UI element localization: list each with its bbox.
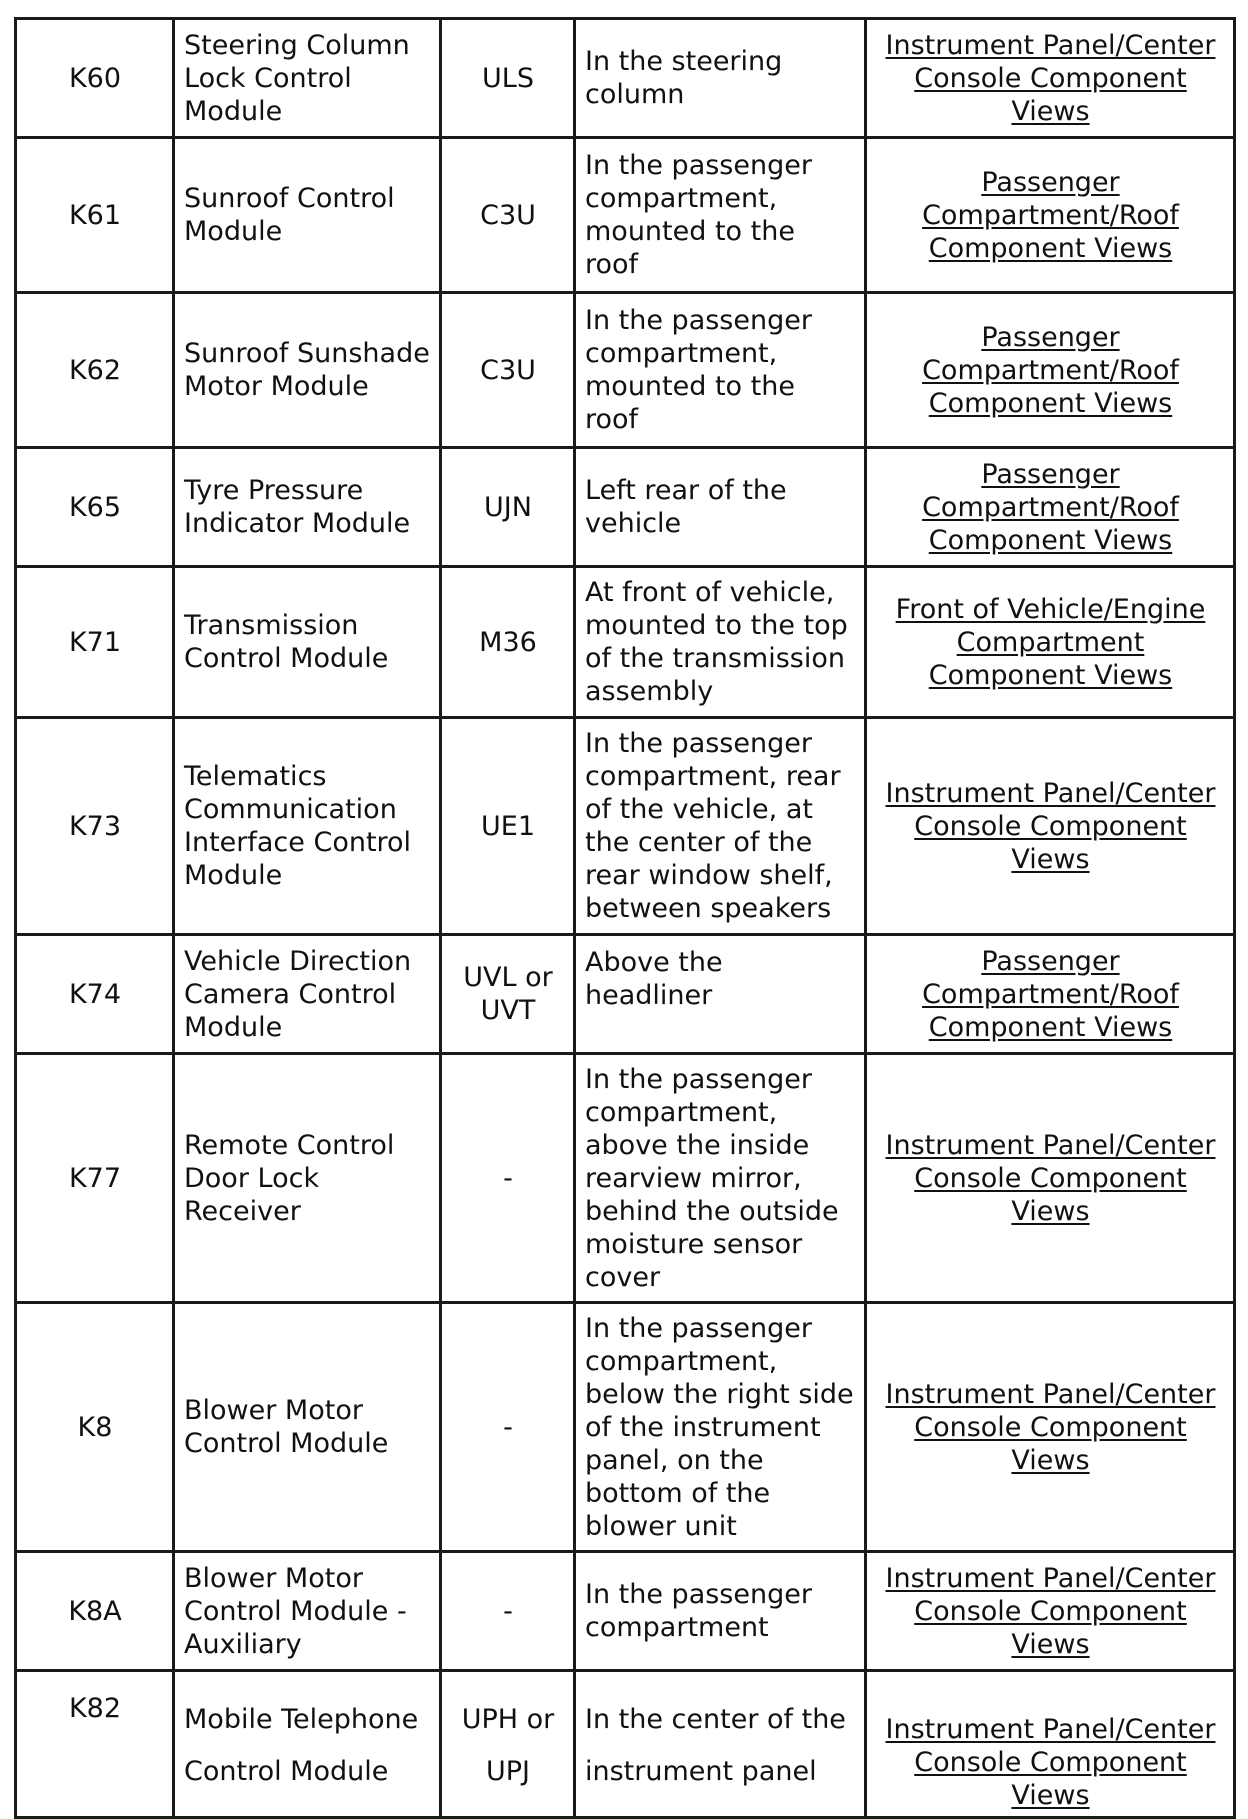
component-location: In the passenger compartment, below the right side of the instrument panel, on the bottom of the blower unit <box>575 1303 866 1552</box>
component-name: Telematics Communication Interface Control Module <box>174 718 441 935</box>
component-id: K8A <box>16 1552 174 1671</box>
component-view-link[interactable]: Passenger Compartment/Roof Component Views <box>922 945 1179 1043</box>
option-code: - <box>441 1054 575 1303</box>
option-code: UVL or UVT <box>441 935 575 1054</box>
component-view-link[interactable]: Instrument Panel/Center Console Component Views <box>885 29 1216 127</box>
component-id: K71 <box>16 567 174 718</box>
component-name: Blower Motor Control Module <box>174 1303 441 1552</box>
component-view-link[interactable]: Instrument Panel/Center Console Component Views <box>885 1562 1216 1660</box>
table-row <box>16 1671 1235 1818</box>
option-code: - <box>441 1552 575 1671</box>
component-name: Sunroof Control Module <box>174 138 441 293</box>
component-view-link[interactable]: Instrument Panel/Center Console Component Views <box>885 1714 1216 1811</box>
component-id: K74 <box>16 935 174 1054</box>
view-link-cell <box>866 293 1235 448</box>
component-view-link[interactable]: Instrument Panel/Center Console Component Views <box>885 1378 1216 1476</box>
option-code: UPH or UPJ <box>441 1671 575 1818</box>
component-id: K61 <box>16 138 174 293</box>
view-link-cell <box>866 448 1235 567</box>
component-id: K8 <box>16 1303 174 1552</box>
component-name: Transmission Control Module <box>174 567 441 718</box>
component-location: At front of vehicle, mounted to the top of the transmission assembly <box>575 567 866 718</box>
component-view-link[interactable]: Front of Vehicle/Engine Compartment Component Views <box>895 593 1206 691</box>
component-view-link[interactable]: Passenger Compartment/Roof Component Views <box>922 321 1179 419</box>
option-code: M36 <box>441 567 575 718</box>
component-view-link[interactable]: Passenger Compartment/Roof Component Views <box>922 166 1179 264</box>
component-location: In the steering column <box>575 19 866 138</box>
component-id: K62 <box>16 293 174 448</box>
component-name: Blower Motor Control Module - Auxiliary <box>174 1552 441 1671</box>
table-row <box>16 138 1235 293</box>
view-link-cell <box>866 935 1235 1054</box>
component-location: In the passenger compartment, mounted to the roof <box>575 138 866 293</box>
option-code: C3U <box>441 293 575 448</box>
component-id: K60 <box>16 19 174 138</box>
option-code: UJN <box>441 448 575 567</box>
component-location: In the center of the instrument panel <box>575 1671 866 1818</box>
table-row <box>16 1054 1235 1303</box>
view-link-cell <box>866 1552 1235 1671</box>
component-view-link[interactable]: Instrument Panel/Center Console Component Views <box>885 1129 1216 1227</box>
component-location: In the passenger compartment, mounted to the roof <box>575 293 866 448</box>
option-code: - <box>441 1303 575 1552</box>
component-view-link[interactable]: Passenger Compartment/Roof Component Views <box>922 458 1179 556</box>
table-row <box>16 1552 1235 1671</box>
view-link-cell <box>866 567 1235 718</box>
table-row <box>16 935 1235 1054</box>
table-row <box>16 567 1235 718</box>
view-link-cell <box>866 138 1235 293</box>
component-locator-table <box>14 17 1236 1819</box>
component-name: Sunroof Sunshade Motor Module <box>174 293 441 448</box>
option-code: C3U <box>441 138 575 293</box>
component-name: Tyre Pressure Indicator Module <box>174 448 441 567</box>
component-name: Remote Control Door Lock Receiver <box>174 1054 441 1303</box>
component-name: Mobile Telephone Control Module <box>174 1671 441 1818</box>
table-row <box>16 448 1235 567</box>
view-link-cell <box>866 1054 1235 1303</box>
view-link-cell <box>866 1671 1235 1818</box>
table-row <box>16 718 1235 935</box>
component-location: Above the headliner <box>575 935 866 1054</box>
view-link-cell <box>866 718 1235 935</box>
table-row <box>16 1303 1235 1552</box>
component-id: K77 <box>16 1054 174 1303</box>
component-name: Vehicle Direction Camera Control Module <box>174 935 441 1054</box>
component-id: K73 <box>16 718 174 935</box>
component-location: Left rear of the vehicle <box>575 448 866 567</box>
component-id: K82 <box>16 1671 174 1818</box>
view-link-cell <box>866 1303 1235 1552</box>
component-location: In the passenger compartment, rear of the vehicle, at the center of the rear window shelf, between speakers <box>575 718 866 935</box>
table-row <box>16 293 1235 448</box>
option-code: UE1 <box>441 718 575 935</box>
component-location: In the passenger compartment <box>575 1552 866 1671</box>
view-link-cell <box>866 19 1235 138</box>
component-view-link[interactable]: Instrument Panel/Center Console Component Views <box>885 777 1216 875</box>
component-location: In the passenger compartment, above the inside rearview mirror, behind the outside moisture sensor cover <box>575 1054 866 1303</box>
component-id: K65 <box>16 448 174 567</box>
option-code: ULS <box>441 19 575 138</box>
table-row <box>16 19 1235 138</box>
component-name: Steering Column Lock Control Module <box>174 19 441 138</box>
